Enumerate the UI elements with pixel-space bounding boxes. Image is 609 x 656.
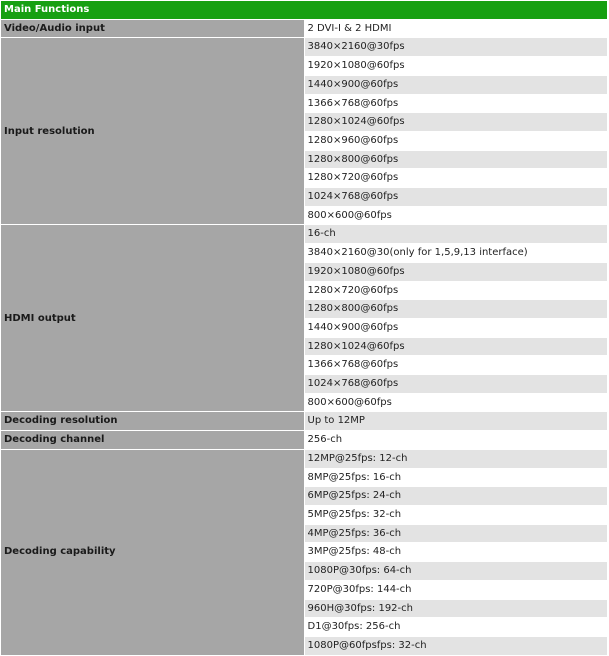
spec-value: 1280×800@60fps <box>304 300 608 319</box>
spec-value: 720P@30fps: 144-ch <box>304 580 608 599</box>
spec-value: 1080P@60fpsfps: 32-ch <box>304 636 608 655</box>
spec-label: Decoding resolution <box>1 412 305 431</box>
spec-value: 3840×2160@30(only for 1,5,9,13 interface) <box>304 244 608 263</box>
spec-label: Decoding channel <box>1 431 305 450</box>
spec-value: 8MP@25fps: 16-ch <box>304 468 608 487</box>
spec-value: 1280×1024@60fps <box>304 113 608 132</box>
spec-value: 3840×2160@30fps <box>304 38 608 57</box>
spec-value: 2 DVI-I & 2 HDMI <box>304 19 608 38</box>
spec-label: Video/Audio input <box>1 19 305 38</box>
spec-value: 6MP@25fps: 24-ch <box>304 487 608 506</box>
spec-value: 1280×800@60fps <box>304 150 608 169</box>
spec-value: 1080P@30fps: 64-ch <box>304 562 608 581</box>
spec-value: 1280×1024@60fps <box>304 337 608 356</box>
spec-row <box>1 38 608 57</box>
spec-value: 960H@30fps: 192-ch <box>304 599 608 618</box>
spec-value: 4MP@25fps: 36-ch <box>304 524 608 543</box>
spec-value: 1024×768@60fps <box>304 375 608 394</box>
spec-value: 1280×960@60fps <box>304 131 608 150</box>
spec-value: 16-ch <box>304 225 608 244</box>
spec-value: 5MP@25fps: 32-ch <box>304 505 608 524</box>
spec-value: 800×600@60fps <box>304 393 608 412</box>
spec-value: 1280×720@60fps <box>304 281 608 300</box>
spec-value: 1440×900@60fps <box>304 318 608 337</box>
spec-label: HDMI output <box>1 225 305 412</box>
spec-value: 1920×1080@60fps <box>304 262 608 281</box>
spec-row <box>1 449 608 468</box>
spec-label: Input resolution <box>1 38 305 225</box>
spec-value: 1920×1080@60fps <box>304 57 608 76</box>
spec-value: 3MP@25fps: 48-ch <box>304 543 608 562</box>
spec-row <box>1 412 608 431</box>
spec-table-body <box>1 1 608 656</box>
spec-value: 800×600@60fps <box>304 206 608 225</box>
spec-value: 256-ch <box>304 431 608 450</box>
spec-value: 12MP@25fps: 12-ch <box>304 449 608 468</box>
spec-value: 1024×768@60fps <box>304 188 608 207</box>
spec-row <box>1 19 608 38</box>
spec-row <box>1 225 608 244</box>
spec-value: D1@30fps: 256-ch <box>304 618 608 637</box>
spec-row <box>1 431 608 450</box>
spec-value: 1366×768@60fps <box>304 94 608 113</box>
spec-value: 1280×720@60fps <box>304 169 608 188</box>
spec-value: 1366×768@60fps <box>304 356 608 375</box>
spec-label: Decoding capability <box>1 449 305 655</box>
header-row <box>1 1 608 20</box>
spec-value: Up to 12MP <box>304 412 608 431</box>
spec-value: 1440×900@60fps <box>304 75 608 94</box>
table-title: Main Functions <box>1 1 608 20</box>
